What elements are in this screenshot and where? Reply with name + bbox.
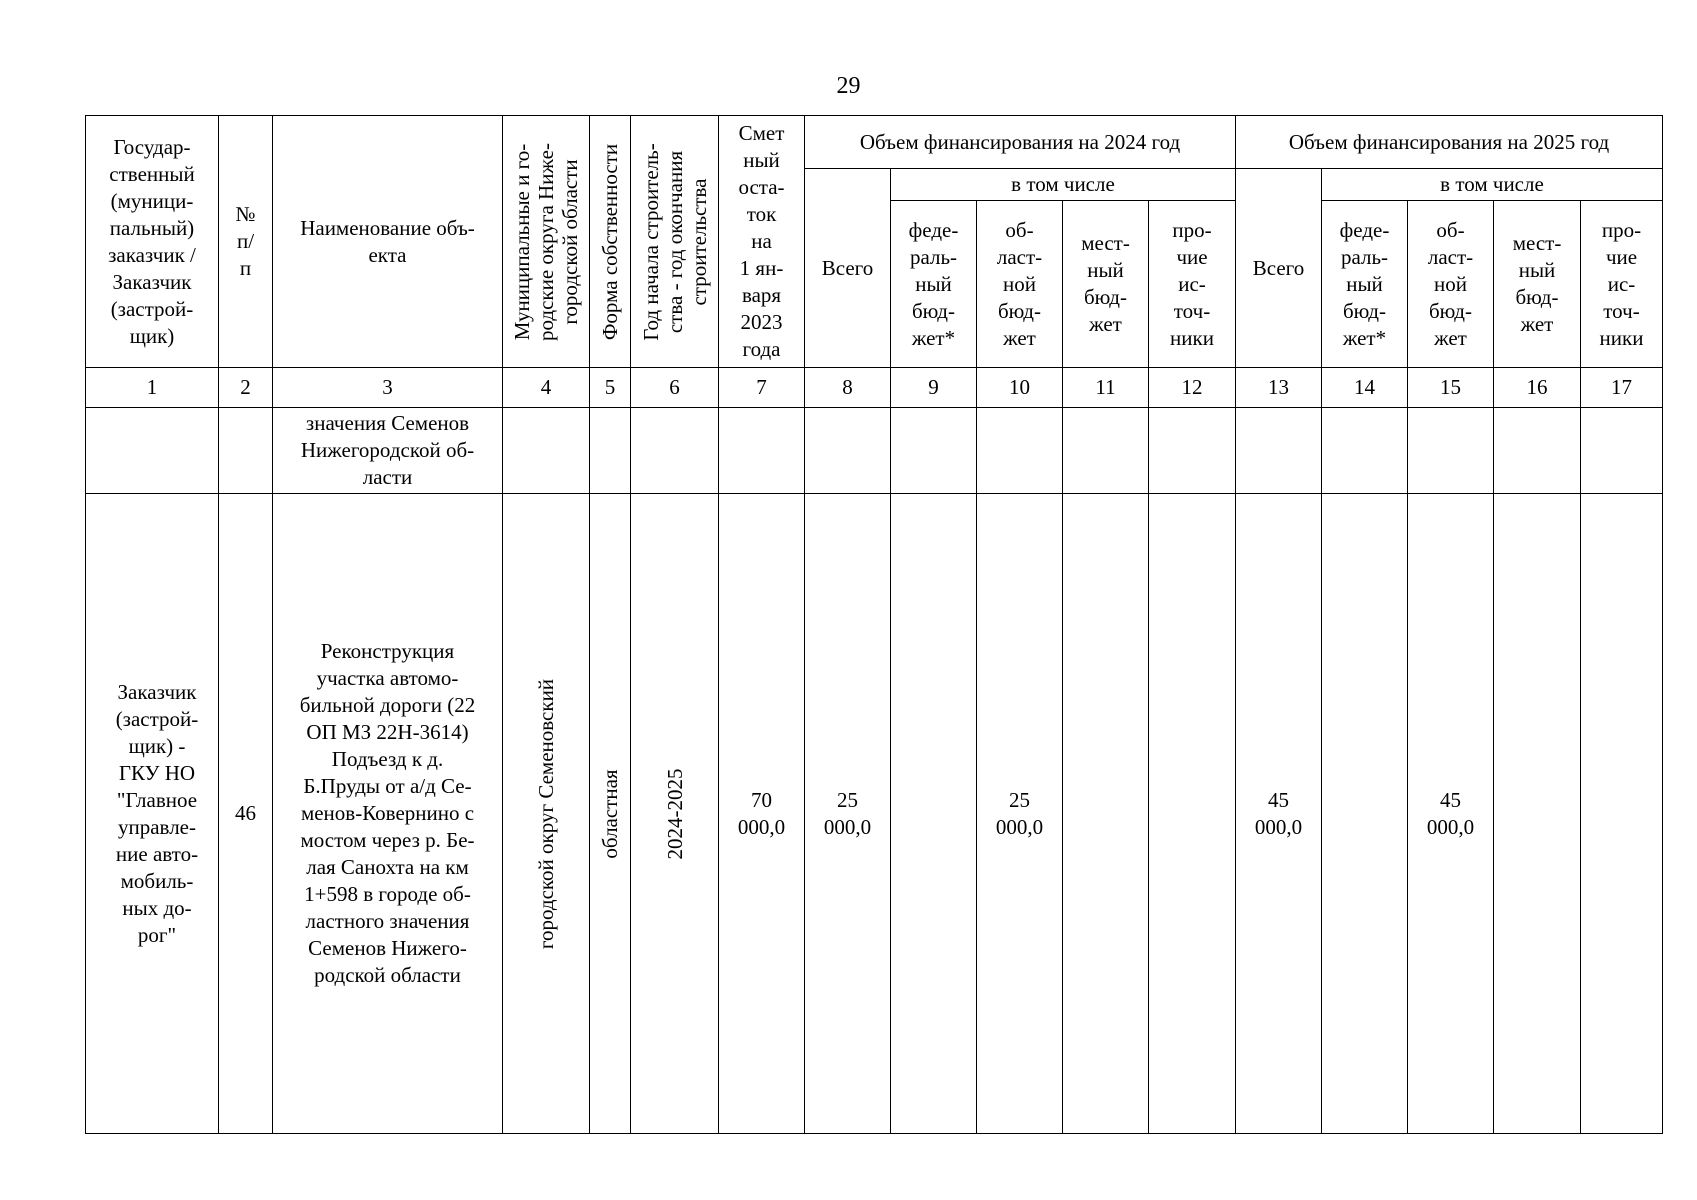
column-number: 5: [590, 368, 631, 408]
column-number: 11: [1063, 368, 1149, 408]
row-local-2024: [1063, 494, 1149, 1134]
header-ownership-cell: [590, 116, 631, 368]
continuation-row: [86, 408, 1663, 494]
row-federal-2025: [1322, 494, 1408, 1134]
row-federal-2024: [891, 494, 977, 1134]
continuation-object-name: значения Семенов Нижегородской об- ласти: [273, 408, 503, 494]
column-number: 10: [977, 368, 1063, 408]
column-number: 1: [86, 368, 219, 408]
column-number: 3: [273, 368, 503, 408]
header-federal-2024: феде- раль- ный бюд- жет*: [891, 201, 977, 368]
header-including-2024: в том числе: [891, 169, 1236, 201]
header-municipal-district-cell: [503, 116, 590, 368]
row-municipal-district: городской округ Семеновский: [534, 678, 558, 949]
header-customer: Государ- ственный (муници- пальный) заказчик / Заказчик (застрой- щик): [86, 116, 219, 368]
column-number: 6: [631, 368, 719, 408]
row-years-cell: [631, 494, 719, 1134]
column-number: 9: [891, 368, 977, 408]
header-other-2025: про- чие ис- точ- ники: [1581, 201, 1663, 368]
row-other-2025: [1581, 494, 1663, 1134]
table-row: [86, 494, 1663, 1134]
column-number: 2: [219, 368, 273, 408]
header-municipal-district: Муниципальные и го- родские округа Ниже- городской области: [510, 142, 582, 341]
header-local-2024: мест- ный бюд- жет: [1063, 201, 1149, 368]
row-regional-2024: 25 000,0: [977, 494, 1063, 1134]
row-ownership: областная: [598, 768, 622, 859]
row-total-2025: 45 000,0: [1236, 494, 1322, 1134]
row-customer: Заказчик (застрой- щик) - ГКУ НО "Главное управле- ние авто- мобиль- ных до- рог": [86, 494, 219, 1134]
header-funding-2024: Объем финансирования на 2024 год: [805, 116, 1236, 169]
column-number: 4: [503, 368, 590, 408]
header-including-2025: в том числе: [1322, 169, 1663, 201]
header-federal-2025: феде- раль- ный бюд- жет*: [1322, 201, 1408, 368]
row-object-name: Реконструкция участка автомо- бильной дороги (22 ОП МЗ 22Н-3614) Подъезд к д. Б.Пруды от а/д Се- менов-Ковернино с мостом через р. Бе- лая Санохта на км 1+598 в городе об- ластного значения Семенов Нижего- родской области: [273, 494, 503, 1134]
header-ownership: Форма собственности: [598, 143, 622, 340]
column-number: 12: [1149, 368, 1236, 408]
row-other-2024: [1149, 494, 1236, 1134]
column-number: 17: [1581, 368, 1663, 408]
header-regional-2025: об- ласт- ной бюд- жет: [1408, 201, 1494, 368]
column-number: 8: [805, 368, 891, 408]
row-regional-2025: 45 000,0: [1408, 494, 1494, 1134]
column-number: 7: [719, 368, 805, 408]
header-years-cell: [631, 116, 719, 368]
column-number: 16: [1494, 368, 1581, 408]
header-years: Год начала строитель- ства - год окончания строительства: [638, 142, 711, 341]
header-total-2024: Всего: [805, 169, 891, 368]
investment-table: [85, 115, 1663, 1134]
row-years: 2024-2025: [662, 768, 687, 859]
row-ownership-cell: [590, 494, 631, 1134]
column-number: 14: [1322, 368, 1408, 408]
header-total-2025: Всего: [1236, 169, 1322, 368]
header-estimated-balance: Смет ный оста- ток на 1 ян- варя 2023 года: [719, 116, 805, 368]
page-number: 29: [836, 73, 861, 99]
header-object-name: Наименование объ- екта: [273, 116, 503, 368]
header-funding-2025: Объем финансирования на 2025 год: [1236, 116, 1663, 169]
header-number: № п/ п: [219, 116, 273, 368]
row-total-2024: 25 000,0: [805, 494, 891, 1134]
column-number: 15: [1408, 368, 1494, 408]
header-regional-2024: об- ласт- ной бюд- жет: [977, 201, 1063, 368]
header-local-2025: мест- ный бюд- жет: [1494, 201, 1581, 368]
row-estimated-balance: 70 000,0: [719, 494, 805, 1134]
row-municipal-district-cell: [503, 494, 590, 1134]
column-numbers-row: [86, 368, 1663, 408]
row-number: 46: [219, 494, 273, 1134]
row-local-2025: [1494, 494, 1581, 1134]
header-other-2024: про- чие ис- точ- ники: [1149, 201, 1236, 368]
column-number: 13: [1236, 368, 1322, 408]
